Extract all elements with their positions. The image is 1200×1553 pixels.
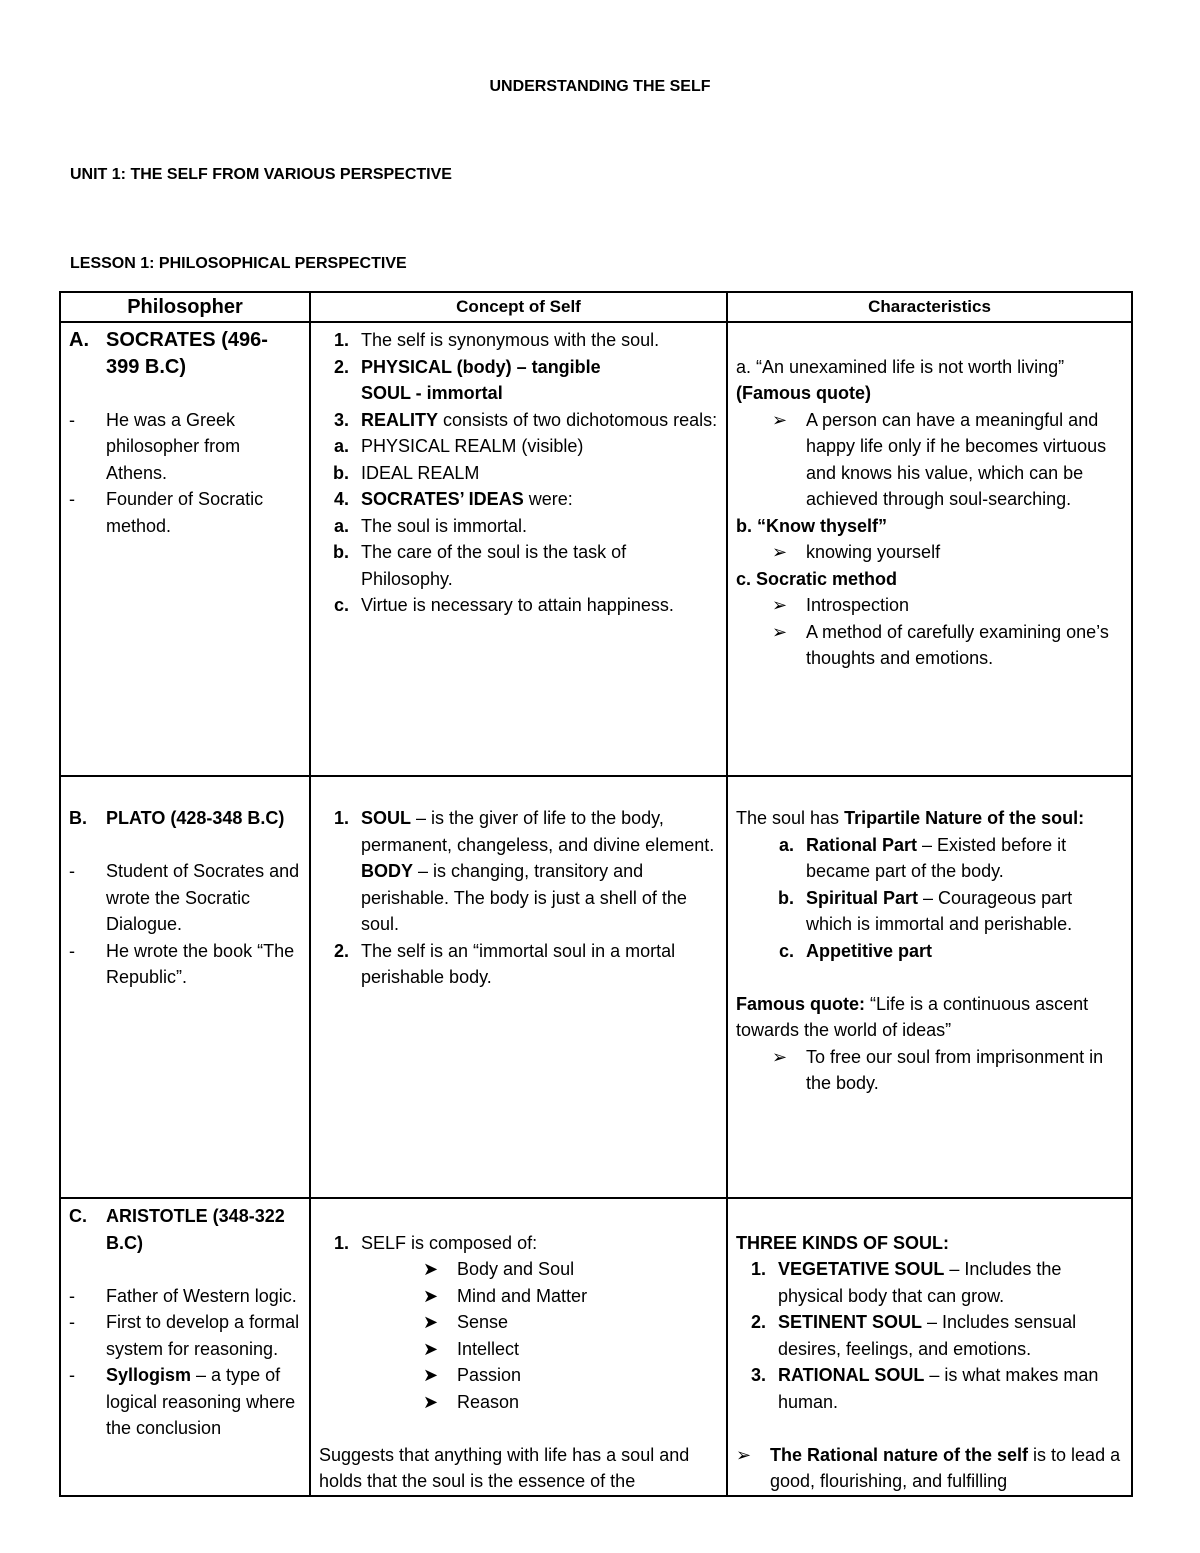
list-item — [736, 539, 1123, 566]
socrates-concept-1: The self is synonymous with the soul. — [361, 330, 660, 350]
list-item: 1. SOUL – is the giver of life to the body, permanent, changeless, and divine element. BODY – is changing, transitory and perishable. The body is just a shell of the soul. — [333, 808, 715, 934]
aristotle-k1-rest: – Includes the physical body that can grow. — [778, 1259, 1062, 1306]
list-item — [319, 1309, 718, 1336]
aristotle-item-1: Body and Soul — [457, 1259, 575, 1279]
aristotle-concept-cell — [310, 1198, 727, 1496]
socrates-concept-4-bold: SOCRATES’ IDEAS — [361, 489, 524, 509]
plato-body-bold: BODY — [361, 861, 414, 881]
list-item: b. Spiritual Part – Courageous part which is immortal and perishable. — [778, 887, 1073, 934]
list-item — [319, 1256, 718, 1283]
arrow-bullet-icon: ➤ — [423, 1259, 439, 1279]
aristotle-letter: C. — [69, 1206, 87, 1226]
socrates-concept-3a: PHYSICAL REALM (visible) — [361, 436, 584, 456]
list-item: - He was a Greek philosopher from Athens. — [69, 407, 301, 487]
list-item — [736, 592, 1123, 619]
plato-philosopher-cell — [60, 776, 310, 1198]
list-item: - Syllogism – a type of logical reasoning where the conclusion — [69, 1365, 296, 1438]
aristotle-philosopher-cell — [60, 1198, 310, 1496]
list-item: 2. The self is an “immortal soul in a mortal perishable body. — [319, 938, 718, 991]
plato-quote-point: To free our soul from imprisonment in the body. — [806, 1046, 1104, 1093]
list-item — [319, 1283, 718, 1310]
socrates-concept-3-rest: consists of two dichotomous reals: — [438, 409, 718, 430]
plato-quote-bold: Famous quote: — [736, 993, 865, 1014]
socrates-concept-2b: SOUL - immortal — [361, 383, 503, 403]
plato-concept-cell — [310, 776, 727, 1198]
list-item — [736, 1442, 1123, 1495]
socrates-char-b: b. “Know thyself” — [736, 515, 888, 536]
socrates-philosopher-cell — [60, 322, 310, 776]
list-item: c. Appetitive part — [736, 938, 1123, 965]
plato-char-c-bold: Appetitive part — [806, 940, 933, 961]
aristotle-k3-rest: – is what makes man human. — [778, 1365, 1099, 1412]
arrow-bullet-icon: ➤ — [423, 1365, 439, 1385]
socrates-bullet-2: Founder of Socratic method. — [106, 489, 264, 536]
plato-char-a-rest: – Existed before it became part of the body. — [806, 834, 1067, 881]
aristotle-characteristics-cell — [727, 1198, 1132, 1496]
plato-char-b-bold: Spiritual Part — [806, 887, 919, 908]
arrow-bullet-icon: ➤ — [423, 1391, 439, 1412]
aristotle-k3-bold: RATIONAL SOUL — [778, 1365, 925, 1385]
arrow-bullet-icon: ➤ — [423, 1312, 439, 1332]
socrates-concept-3b: IDEAL REALM — [361, 462, 480, 483]
list-item — [319, 1389, 718, 1416]
plato-name: PLATO (428-348 B.C) — [106, 808, 285, 828]
list-item: - First to develop a formal system for reasoning. — [69, 1309, 301, 1362]
socrates-characteristics-cell — [727, 322, 1132, 776]
plato-bullet-2: He wrote the book “The Republic”. — [106, 940, 295, 987]
plato-intro-plain: The soul has — [736, 808, 845, 828]
list-item: 2. PHYSICAL (body) – tangible SOUL - immortal — [333, 356, 601, 403]
list-item: 4. SOCRATES’ IDEAS were: — [333, 489, 573, 509]
socrates-char-c-point-2: A method of carefully examining one’s thoughts and emotions. — [806, 621, 1109, 668]
document-title: UNDERSTANDING THE SELF — [489, 78, 711, 95]
aristotle-rational-rest: is to lead a good, flourishing, and fulfilling — [770, 1444, 1121, 1491]
socrates-concept-3-bold: REALITY — [361, 409, 439, 430]
socrates-concept-4a: The soul is immortal. — [361, 515, 528, 536]
header-characteristics: Characteristics — [727, 292, 1132, 322]
list-item: a. PHYSICAL REALM (visible) — [319, 433, 718, 460]
aristotle-heading — [69, 1203, 301, 1256]
table-row — [60, 1198, 1132, 1496]
list-item: 3. RATIONAL SOUL – is what makes man human. — [750, 1365, 1099, 1412]
plato-quote-rest: “Life is a continuous ascent towards the world of ideas” — [736, 993, 1089, 1040]
header-concept: Concept of Self — [310, 292, 727, 322]
arrow-bullet-icon: ➤ — [423, 1285, 439, 1306]
aristotle-item-6: Reason — [457, 1391, 520, 1412]
aristotle-rational-bold: The Rational nature of the self — [770, 1444, 1029, 1465]
socrates-char-a-point: A person can have a meaningful and happy life only if he becomes virtuous and knows his value, which can be achieved through soul-searching. — [806, 409, 1107, 509]
plato-letter: B. — [69, 808, 87, 828]
aristotle-name: ARISTOTLE (348-322 B.C) — [106, 1206, 285, 1253]
list-item: a. Rational Part – Existed before it became part of the body. — [778, 834, 1067, 881]
plato-char-a-bold: Rational Part — [806, 834, 918, 855]
aristotle-concept-summary: Suggests that anything with life has a soul and holds that the soul is the essence of the — [319, 1444, 690, 1491]
arrow-bullet-icon: ➢ — [772, 542, 788, 562]
aristotle-concept-1: SELF is composed of: — [361, 1232, 538, 1253]
list-item: - Father of Western logic. — [69, 1283, 301, 1310]
aristotle-k2-rest: – Includes sensual desires, feelings, and emotions. — [778, 1312, 1077, 1359]
list-item: 1. SELF is composed of: — [319, 1230, 718, 1257]
socrates-char-c-point-1: Introspection — [806, 595, 910, 615]
plato-soul-bold: SOUL — [361, 808, 412, 828]
socrates-concept-2a: PHYSICAL (body) – tangible — [361, 356, 601, 377]
plato-soul-rest: – is the giver of life to the body, permanent, changeless, and divine element. — [361, 808, 715, 855]
aristotle-item-3: Sense — [457, 1312, 509, 1332]
list-item: b. IDEAL REALM — [319, 460, 718, 487]
philosophers-table — [59, 291, 1133, 1497]
socrates-heading — [69, 327, 301, 380]
plato-bullet-1: Student of Socrates and wrote the Socratic Dialogue. — [106, 861, 300, 934]
arrow-bullet-icon: ➢ — [772, 621, 788, 642]
socrates-letter: A. — [69, 329, 89, 351]
header-philosopher: Philosopher — [60, 292, 310, 322]
list-item: 3. REALITY consists of two dichotomous reals: — [333, 409, 718, 430]
aristotle-k1-bold: VEGETATIVE SOUL — [778, 1259, 945, 1279]
list-item: 1. The self is synonymous with the soul. — [319, 327, 718, 354]
plato-intro-bold: Tripartile Nature of the soul: — [844, 808, 1085, 828]
aristotle-bullet-3-bold: Syllogism — [106, 1365, 192, 1385]
aristotle-item-5: Passion — [457, 1365, 522, 1385]
arrow-bullet-icon: ➤ — [423, 1338, 439, 1359]
lesson-heading: LESSON 1: PHILOSOPHICAL PERSPECTIVE — [70, 255, 407, 272]
list-item: a. The soul is immortal. — [319, 513, 718, 540]
list-item: - Founder of Socratic method. — [69, 486, 301, 539]
list-item: c. Virtue is necessary to attain happiness. — [319, 592, 718, 619]
table-header-row — [60, 292, 1132, 322]
aristotle-char-heading: THREE KINDS OF SOUL: — [736, 1232, 950, 1253]
arrow-bullet-icon: ➢ — [736, 1444, 752, 1465]
list-item — [319, 1336, 718, 1363]
plato-char-b-rest: – Courageous part which is immortal and perishable. — [806, 887, 1073, 934]
table-row — [60, 322, 1132, 776]
socrates-char-c: c. Socratic method — [736, 568, 898, 589]
aristotle-item-2: Mind and Matter — [457, 1285, 588, 1306]
plato-heading — [69, 805, 301, 832]
list-item: - Student of Socrates and wrote the Socratic Dialogue. — [69, 858, 301, 938]
arrow-bullet-icon: ➢ — [772, 595, 788, 615]
socrates-char-a-note: (Famous quote) — [736, 383, 871, 403]
aristotle-item-4: Intellect — [457, 1338, 520, 1359]
aristotle-k2-bold: SETINENT SOUL — [778, 1312, 923, 1332]
socrates-concept-4-rest: were: — [523, 489, 573, 509]
socrates-char-b-point: knowing yourself — [806, 542, 941, 562]
list-item — [736, 407, 1123, 513]
list-item: b. The care of the soul is the task of Philosophy. — [319, 539, 718, 592]
list-item: 2. SETINENT SOUL – Includes sensual desires, feelings, and emotions. — [750, 1312, 1077, 1359]
socrates-concept-cell — [310, 322, 727, 776]
socrates-bullet-1: He was a Greek philosopher from Athens. — [106, 409, 241, 483]
arrow-bullet-icon: ➢ — [772, 409, 788, 430]
table-row — [60, 776, 1132, 1198]
plato-concept-2: The self is an “immortal soul in a mortal perishable body. — [361, 940, 676, 987]
arrow-bullet-icon: ➢ — [772, 1046, 788, 1067]
socrates-concept-4b: The care of the soul is the task of Philosophy. — [361, 542, 627, 589]
aristotle-bullet-3-rest: – a type of logical reasoning where the conclusion — [106, 1365, 296, 1438]
list-item: 1. VEGETATIVE SOUL – Includes the physical body that can grow. — [750, 1259, 1062, 1306]
aristotle-bullet-1: Father of Western logic. — [106, 1285, 297, 1306]
list-item — [736, 619, 1123, 672]
aristotle-bullet-2: First to develop a formal system for reasoning. — [106, 1312, 300, 1359]
list-item: - He wrote the book “The Republic”. — [69, 938, 301, 991]
socrates-concept-4c: Virtue is necessary to attain happiness. — [361, 595, 674, 615]
list-item — [736, 1044, 1123, 1097]
socrates-name: SOCRATES (496-399 B.C) — [106, 329, 268, 378]
unit-heading: UNIT 1: THE SELF FROM VARIOUS PERSPECTIVE — [70, 166, 452, 183]
plato-characteristics-cell — [727, 776, 1132, 1198]
list-item — [319, 1362, 718, 1389]
socrates-char-a: a. “An unexamined life is not worth living” — [736, 356, 1065, 377]
plato-body-rest: – is changing, transitory and perishable. The body is just a shell of the soul. — [361, 861, 687, 934]
